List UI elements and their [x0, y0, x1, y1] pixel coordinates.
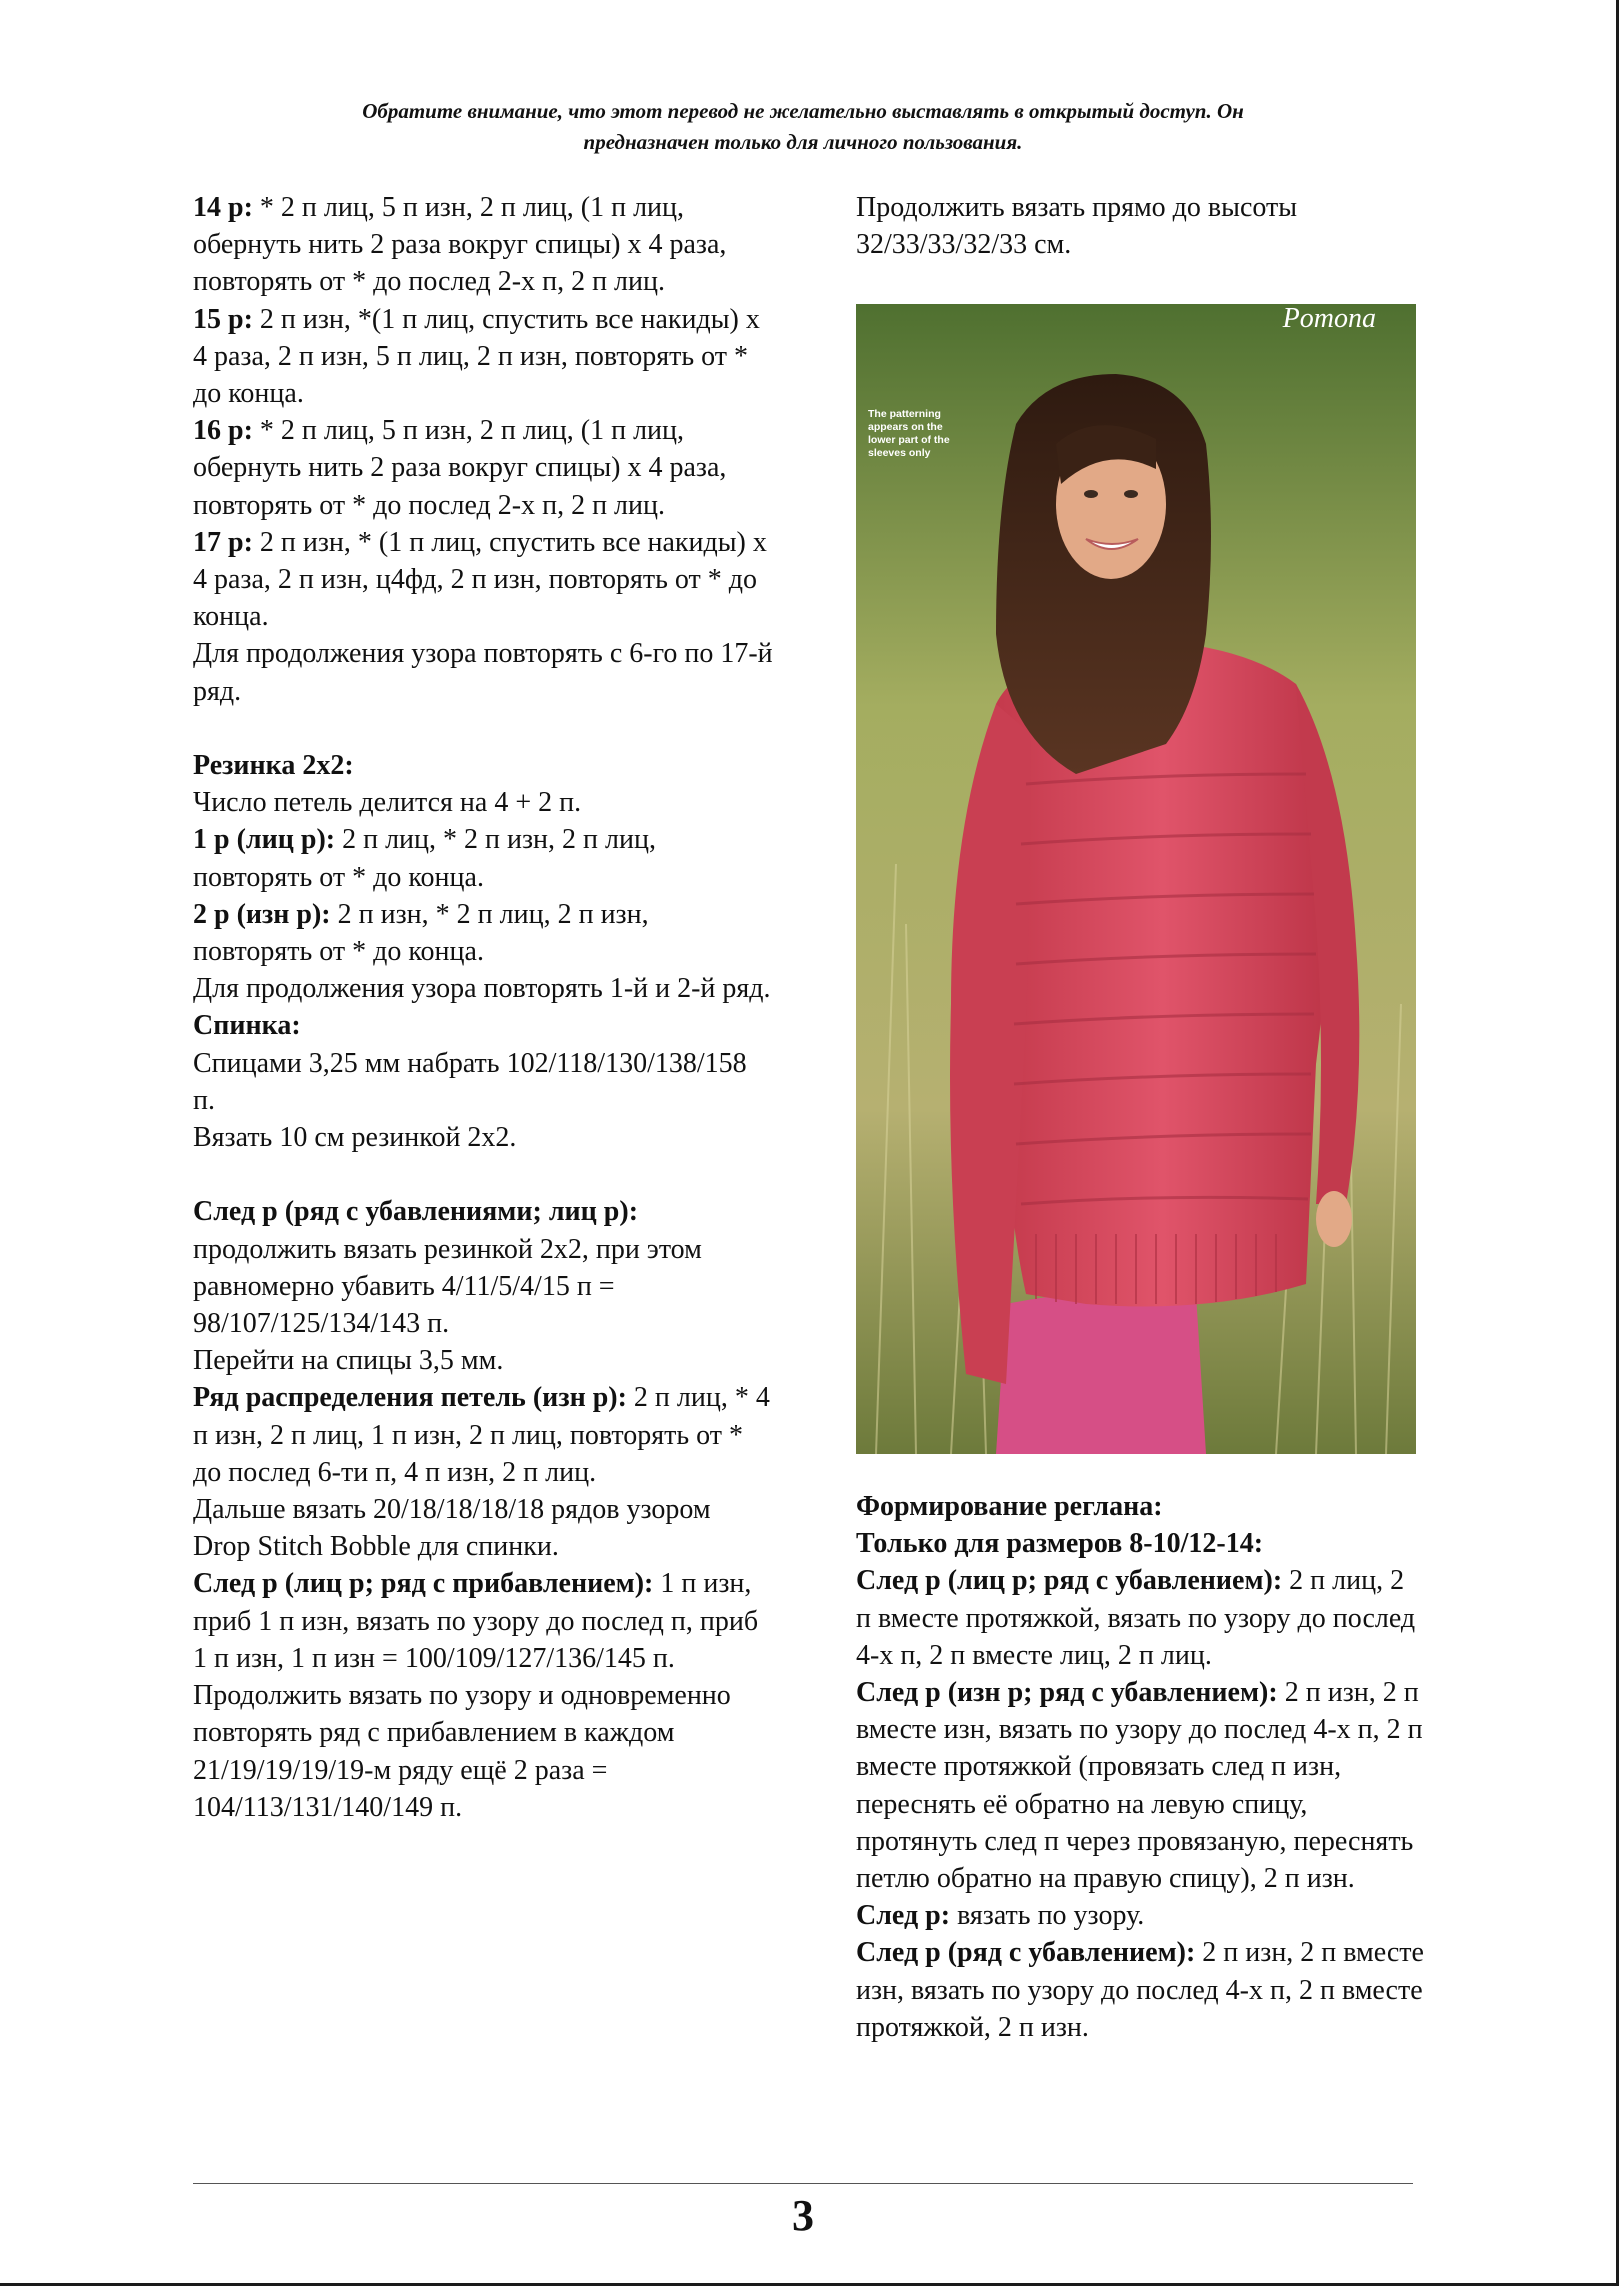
sizes-heading — [856, 1525, 1426, 1562]
pattern-row-17 — [193, 524, 773, 636]
footer-rule — [193, 2183, 1413, 2184]
row-label: 14 р: — [193, 192, 253, 223]
continue-increase: Продолжить вязать по узору и одновременно повторять ряд с прибавлением в каждом 21/19/19/19/19-м ряду ещё 2 раза = 104/113/131/140/149 п. — [193, 1680, 731, 1823]
row-text: 2 п лиц, 2 п вместе протяжкой, вязать по узору до послед 4-х п, 2 п вместе лиц, 2 п лиц. — [856, 1565, 1416, 1671]
rib-row-1 — [193, 821, 773, 895]
repeat-note: Для продолжения узора повторять с 6-го по 17-й ряд. — [193, 638, 773, 707]
eye-right — [1124, 490, 1138, 498]
row-label: След р: — [856, 1900, 951, 1932]
photo-illustration — [856, 304, 1416, 1454]
rib-row-2 — [193, 896, 773, 970]
pants — [996, 1291, 1206, 1454]
row-label: След р (ряд с убавлениями; лиц р): — [193, 1196, 639, 1228]
row-text: 2 п изн, 2 п вместе изн, вязать по узору до послед 4-х п, 2 п вместе протяжкой (провязать след п изн, переснять её обратно на левую спицу, протянуть след п через провязаную, переснять петлю обратно на правую спицу), 2 п изн. — [856, 1677, 1423, 1895]
spacer — [193, 710, 773, 747]
rib-heading — [193, 747, 773, 784]
heading-text: Формирование реглана: — [856, 1491, 1163, 1522]
row-text: 1 п изн, приб 1 п изн, вязать по узору до послед п, приб 1 п изн, 1 п изн = 100/109/127/136/145 п. — [193, 1568, 759, 1674]
heading-text: Резинка 2х2: — [193, 750, 354, 782]
row-text: * 2 п лиц, 5 п изн, 2 п лиц, (1 п лиц, обернуть нить 2 раза вокруг спицы) х 4 раза, повторять от * до послед 2-х п, 2 п лиц. — [193, 192, 727, 298]
heading-text: Только для размеров 8-10/12-14: — [856, 1528, 1264, 1560]
back-heading — [193, 1007, 773, 1044]
pattern-row-14 — [193, 189, 773, 301]
row-label: Ряд распределения петель (изн р): — [193, 1382, 627, 1414]
raglan-row-1 — [856, 1562, 1426, 1674]
row-label: 16 р: — [193, 415, 253, 447]
spacer — [193, 1156, 773, 1193]
row-label: След р (лиц р; ряд с прибавлением): — [193, 1568, 654, 1600]
row-text: продолжить вязать резинкой 2х2, при этом равномерно убавить 4/11/5/4/15 п = 98/107/125/134/143 п. — [193, 1233, 702, 1340]
notice-line-1: Обратите внимание, что этот перевод не желательно выставлять в открытый доступ. Он — [362, 99, 1244, 123]
row-label: След р (ряд с убавлением): — [856, 1937, 1196, 1969]
row-text: 2 п лиц, * 4 п изн, 2 п лиц, 1 п изн, 2 п лиц, повторять от * до послед 6-ти п, 4 п изн, 2 п лиц. — [193, 1382, 770, 1488]
heading-text: Спинка: — [193, 1010, 301, 1042]
row-text: * 2 п лиц, 5 п изн, 2 п лиц, (1 п лиц, обернуть нить 2 раза вокруг спицы) х 4 раза, повторять от * до послед 2-х п, 2 п лиц. — [193, 415, 727, 521]
increase-row — [193, 1565, 773, 1677]
row-text: 2 п лиц, * 2 п изн, 2 п лиц, повторять от * до конца. — [193, 824, 656, 893]
row-text: вязать по узору. — [950, 1900, 1145, 1932]
copyright-notice — [193, 96, 1413, 158]
photo-caption: The patterning appears on the lower part of the sleeves only — [868, 408, 950, 459]
row-label: След р (изн р; ряд с убавлением): — [856, 1677, 1278, 1709]
right-text-column-top — [856, 189, 1416, 263]
row-label: 1 р (лиц р): — [193, 824, 336, 856]
row-text: 2 п изн, 2 п вместе изн, вязать по узору до послед 4-х п, 2 п вместе протяжкой, 2 п изн. — [856, 1937, 1424, 2043]
setup-row — [193, 1379, 773, 1491]
row-label: 17 р: — [193, 526, 253, 558]
back-rib: Вязать 10 см резинкой 2х2. — [193, 1122, 517, 1154]
row-text: 2 п изн, * 2 п лиц, 2 п изн, повторять от * до конца. — [193, 898, 649, 968]
eye-left — [1084, 490, 1098, 498]
sweater-photo — [856, 304, 1416, 1454]
row-text: 2 п изн, * (1 п лиц, спустить все накиды) х 4 раза, 2 п изн, ц4фд, 2 п изн, повторять от * до конца. — [193, 526, 767, 633]
hand — [1316, 1191, 1352, 1247]
continue-height: Продолжить вязать прямо до высоты 32/33/33/32/33 см. — [856, 192, 1298, 261]
back-cast-on: Спицами 3,25 мм набрать 102/118/130/138/158 п. — [193, 1047, 747, 1116]
decrease-row — [193, 1193, 773, 1342]
pattern-row-15 — [193, 301, 773, 413]
rib-repeat-note: Для продолжения узора повторять 1-й и 2-й ряд. — [193, 973, 771, 1005]
row-label: След р (лиц р; ряд с убавлением): — [856, 1565, 1283, 1597]
row-label: 15 р: — [193, 303, 253, 335]
notice-line-2: предназначен только для личного пользования. — [583, 130, 1023, 154]
needle-change: Перейти на спицы 3,5 мм. — [193, 1345, 504, 1377]
raglan-row-4 — [856, 1934, 1426, 2046]
pattern-row-16 — [193, 412, 773, 524]
row-label: 2 р (изн р): — [193, 898, 331, 930]
left-text-column — [193, 189, 773, 1826]
row-text: 2 п изн, *(1 п лиц, спустить все накиды) х 4 раза, 2 п изн, 5 п лиц, 2 п изн, повторять от * до конца. — [193, 303, 760, 410]
pattern-rows-note: Дальше вязать 20/18/18/18/18 рядов узором Drop Stitch Bobble для спинки. — [193, 1494, 711, 1563]
raglan-heading — [856, 1488, 1426, 1525]
right-text-column-bottom — [856, 1488, 1426, 2046]
photo-brand-title: Pomona — [1282, 304, 1376, 334]
rib-stitch-count: Число петель делится на 4 + 2 п. — [193, 787, 582, 819]
page-number: 3 — [792, 2191, 814, 2240]
raglan-row-2 — [856, 1674, 1426, 1897]
raglan-row-3 — [856, 1897, 1426, 1934]
